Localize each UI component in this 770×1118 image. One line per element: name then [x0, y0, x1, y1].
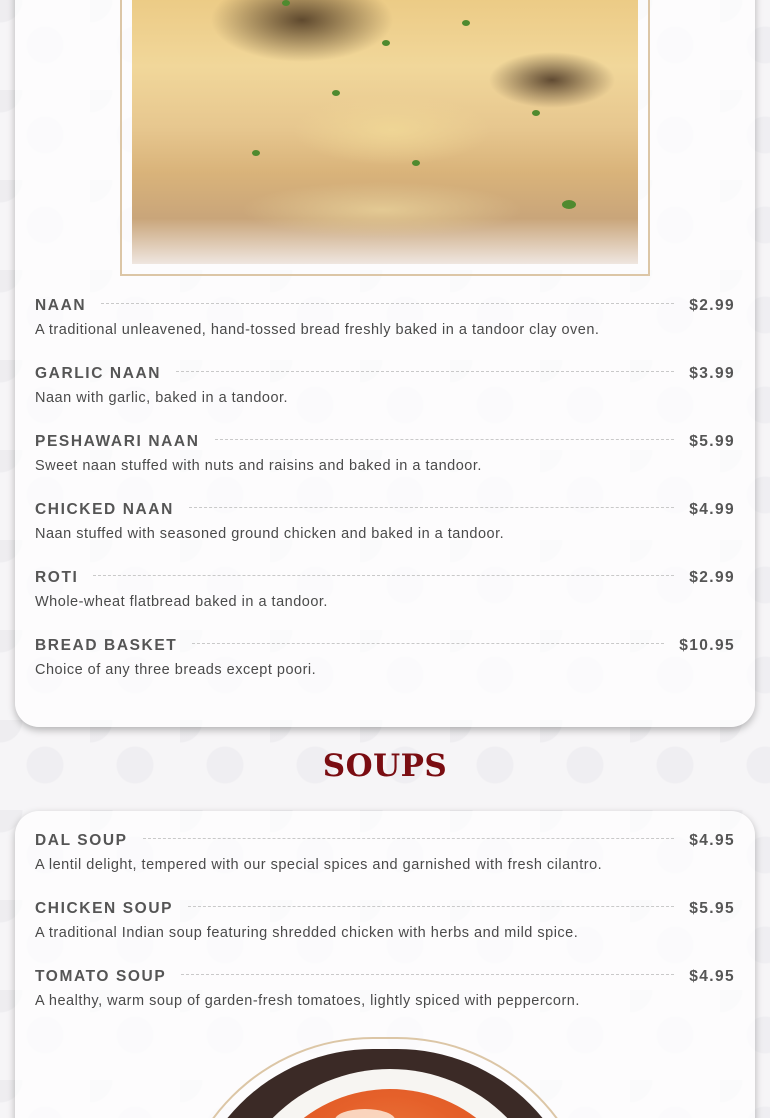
item-description: A traditional Indian soup featuring shredded chicken with herbs and mild spice.	[35, 925, 579, 941]
dotted-leader	[189, 507, 674, 508]
section-title-soups: SOUPS	[322, 748, 448, 784]
item-name: DAL SOUP	[35, 832, 128, 849]
dotted-leader	[176, 371, 674, 372]
item-price: $4.95	[689, 832, 735, 849]
item-name: CHICKEN SOUP	[35, 900, 174, 917]
item-name: NAAN	[35, 297, 87, 314]
dotted-leader	[181, 974, 674, 975]
item-price: $3.99	[689, 365, 735, 382]
menu-item	[35, 294, 735, 362]
dotted-leader	[192, 643, 664, 644]
menu-item	[35, 430, 735, 498]
item-price: $2.99	[689, 569, 735, 586]
naan-photo	[132, 0, 638, 264]
dotted-leader	[93, 575, 674, 576]
item-price: $2.99	[689, 297, 735, 314]
item-name: CHICKED NAAN	[35, 501, 174, 518]
item-description: Whole-wheat flatbread baked in a tandoor.	[35, 594, 328, 610]
menu-item	[35, 965, 735, 1033]
item-price: $4.95	[689, 968, 735, 985]
menu-item	[35, 634, 735, 702]
menu-item	[35, 362, 735, 430]
dotted-leader	[143, 838, 675, 839]
tomato-soup-photo-frame	[173, 1037, 597, 1118]
item-price: $5.99	[689, 433, 735, 450]
breads-list	[35, 294, 735, 702]
menu-item	[35, 566, 735, 634]
item-price: $4.99	[689, 501, 735, 518]
item-description: A traditional unleavened, hand-tossed bread freshly baked in a tandoor clay oven.	[35, 322, 600, 338]
item-price: $10.95	[679, 637, 735, 654]
dotted-leader	[101, 303, 674, 304]
menu-item	[35, 498, 735, 566]
item-price: $5.95	[689, 900, 735, 917]
tomato-soup-photo	[185, 1049, 585, 1118]
item-description: Naan with garlic, baked in a tandoor.	[35, 390, 289, 406]
item-description: A healthy, warm soup of garden-fresh tomatoes, lightly spiced with peppercorn.	[35, 993, 580, 1009]
item-name: BREAD BASKET	[35, 637, 178, 654]
breads-card	[15, 0, 755, 727]
soups-card	[15, 811, 755, 1118]
item-description: Sweet naan stuffed with nuts and raisins and baked in a tandoor.	[35, 458, 482, 474]
naan-photo-frame	[120, 0, 650, 276]
soups-list	[35, 829, 735, 1033]
item-name: GARLIC NAAN	[35, 365, 162, 382]
item-name: TOMATO SOUP	[35, 968, 167, 985]
item-name: PESHAWARI NAAN	[35, 433, 200, 450]
item-name: ROTI	[35, 569, 79, 586]
dotted-leader	[188, 906, 674, 907]
menu-item	[35, 829, 735, 897]
dotted-leader	[215, 439, 675, 440]
item-description: Choice of any three breads except poori.	[35, 662, 317, 678]
item-description: A lentil delight, tempered with our special spices and garnished with fresh cilantro.	[35, 857, 603, 873]
menu-item	[35, 897, 735, 965]
item-description: Naan stuffed with seasoned ground chicken and baked in a tandoor.	[35, 526, 505, 542]
